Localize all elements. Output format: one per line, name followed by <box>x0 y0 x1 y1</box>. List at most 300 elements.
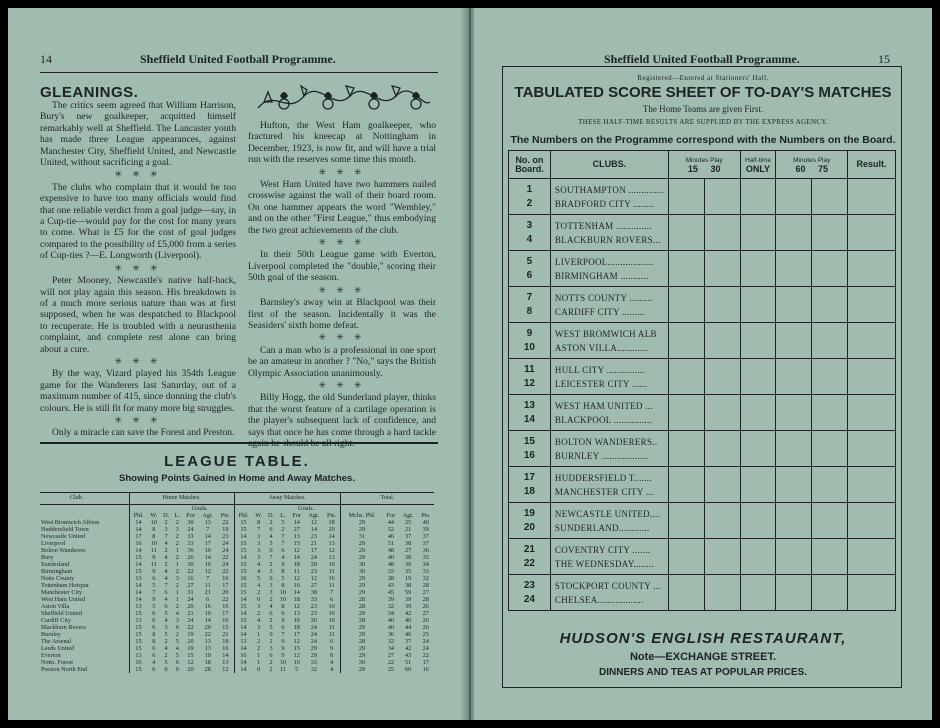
score-cell <box>776 503 812 539</box>
no-on-board-header: No. on Board. <box>509 151 551 179</box>
stat-cell: 16 <box>222 617 229 624</box>
stat-cell: 6 <box>330 596 334 603</box>
stat-cell: 18 <box>328 519 335 526</box>
paragraph: Can a man who is a professional in one sport be an amateur in another ? "No," says the British Olympic Association unanimously. <box>248 344 436 379</box>
league-row <box>40 526 434 533</box>
stat-cell: 30 <box>340 659 383 666</box>
stat-cell: 1 <box>257 659 261 666</box>
stat-cell: 3 <box>257 533 261 540</box>
league-row <box>40 540 434 547</box>
stat-cell: 15 <box>234 582 252 589</box>
minutes-play-label: Minutes Play <box>793 156 831 164</box>
stat-cell: 11 <box>328 568 335 575</box>
stat-cell: 29 <box>340 526 383 533</box>
stat-cell: 27 <box>422 589 429 596</box>
stat-cell: 19 <box>222 526 229 533</box>
stat-cell: 7 <box>152 589 156 596</box>
result-cell <box>848 503 896 539</box>
league-table-body <box>40 519 434 673</box>
stat-cell: 5 <box>175 652 179 659</box>
column-header: D. <box>268 512 275 519</box>
away-team: MANCHESTER CITY ... <box>554 486 654 497</box>
stat-cell: 33 <box>310 659 317 666</box>
stat-cell: 2 <box>175 631 179 638</box>
stat-cell: 7 <box>164 533 168 540</box>
result-cell <box>848 215 896 251</box>
stat-cell: 22 <box>222 519 229 526</box>
stat-cell: 16 <box>222 575 229 582</box>
stat-cell: 29 <box>340 575 383 582</box>
stat-cell: 7 <box>206 526 210 533</box>
numbers-note: The Numbers on the Programme correspond with the Numbers on the Board. <box>510 134 896 146</box>
stat-cell: 22 <box>187 624 194 631</box>
stat-cell: 16 <box>293 617 300 624</box>
league-table-title: LEAGUE TABLE. <box>164 453 310 470</box>
board-numbers <box>509 287 551 323</box>
score-cell <box>740 215 776 251</box>
stat-cell: 2 <box>257 638 261 645</box>
stat-cell: 29 <box>340 589 383 596</box>
column-header: D. <box>163 512 170 519</box>
score-cell <box>812 431 848 467</box>
column-header: For <box>186 512 195 519</box>
stat-cell: 27 <box>422 610 429 617</box>
stat-cell: 14 <box>129 589 147 596</box>
stat-cell: 2 <box>175 582 179 589</box>
stat-cell: 16 <box>234 575 252 582</box>
board-number: 14 <box>523 413 535 425</box>
stat-cell: 32 <box>422 575 429 582</box>
match-clubs <box>550 503 668 539</box>
match-row <box>509 359 896 395</box>
stat-cell: 6 <box>152 610 156 617</box>
league-row <box>40 603 434 610</box>
stat-cell: 6 <box>206 596 210 603</box>
stat-cell: 26 <box>422 617 429 624</box>
board-number: 21 <box>523 543 535 555</box>
stat-cell: 24 <box>310 631 317 638</box>
stat-cell: 35 <box>405 568 412 575</box>
stat-cell: 7 <box>269 554 273 561</box>
stat-cell: 11 <box>328 582 335 589</box>
match-clubs <box>550 251 668 287</box>
stat-cell: 15 <box>234 617 252 624</box>
column-header: Pld. <box>129 512 147 519</box>
score-cell <box>704 395 740 431</box>
column-header: Mchs. Pld. <box>340 512 383 519</box>
stat-cell: 1 <box>175 547 179 554</box>
stat-cell: 4 <box>330 666 334 673</box>
score-cell <box>812 575 848 611</box>
paragraph: Peter Mooney, Newcastle's native half-back, will not play again this season. His breakdown is of a much more serious nature than was at first supposed, when he was despatched to Blackpool to recuperate. He is troubled with a neurasthenia complaint, and complete rest alone can bring about a cure. <box>40 275 236 355</box>
league-row <box>40 638 434 645</box>
league-row <box>40 631 434 638</box>
stat-cell: 38 <box>405 540 412 547</box>
head-rule <box>40 72 438 73</box>
stat-cell: 15 <box>129 610 147 617</box>
stat-cell: 30 <box>340 561 383 568</box>
match-clubs <box>550 287 668 323</box>
stat-cell: 33 <box>310 596 317 603</box>
stat-cell: 22 <box>387 659 394 666</box>
restaurant-tagline: DINNERS AND TEAS AT POPULAR PRICES. <box>599 667 807 678</box>
restaurant-advert: HUDSON'S ENGLISH RESTAURANT, <box>559 630 847 647</box>
stat-cell: 7 <box>206 575 210 582</box>
match-row <box>509 467 896 503</box>
column-header: Agt. <box>308 512 320 519</box>
stat-cell: 3 <box>257 603 261 610</box>
stat-cell: 30 <box>340 568 383 575</box>
stat-cell: 12 <box>293 638 300 645</box>
score-cell <box>668 215 704 251</box>
stat-cell: 6 <box>164 589 168 596</box>
score-cell <box>776 179 812 215</box>
stat-cell: 5 <box>152 603 156 610</box>
match-row <box>509 539 896 575</box>
column-header: For <box>386 512 396 519</box>
home-team: HULL CITY ............... <box>554 364 645 375</box>
stat-cell: 34 <box>387 645 394 652</box>
board-numbers <box>509 323 551 359</box>
stat-cell: 3 <box>164 526 168 533</box>
result-cell <box>848 287 896 323</box>
board-number: 13 <box>523 399 535 411</box>
stat-cell: 11 <box>328 624 335 631</box>
stat-cell: 10 <box>328 561 335 568</box>
stat-cell: 15 <box>129 666 147 673</box>
stat-cell: 24 <box>422 638 429 645</box>
match-row <box>509 323 896 359</box>
stat-cell: 22 <box>222 568 229 575</box>
stat-cell: 14 <box>293 554 300 561</box>
match-row <box>509 251 896 287</box>
stat-cell: 10 <box>293 659 300 666</box>
stat-cell: 15 <box>222 624 229 631</box>
club-name: West Ham United <box>41 596 86 603</box>
stat-cell: 37 <box>405 638 412 645</box>
stat-cell: 20 <box>187 603 194 610</box>
away-team: ASTON VILLA............ <box>554 342 648 353</box>
stat-cell: 27 <box>387 652 394 659</box>
stat-cell: 2 <box>175 519 179 526</box>
stat-cell: 16 <box>129 659 147 666</box>
stat-cell: 29 <box>340 519 383 526</box>
stat-cell: 18 <box>204 659 211 666</box>
stat-cell: 29 <box>340 547 383 554</box>
column-header: Pts. <box>220 512 230 519</box>
board-numbers <box>509 575 551 611</box>
stat-cell: 8 <box>152 631 156 638</box>
stat-cell: 2 <box>175 554 179 561</box>
stat-cell: 37 <box>405 533 412 540</box>
stat-cell: 14 <box>234 631 252 638</box>
club-name: Newcastle United <box>41 533 86 540</box>
score-cell <box>812 539 848 575</box>
stat-cell: 44 <box>387 519 394 526</box>
league-row <box>40 589 434 596</box>
stat-cell: 12 <box>328 547 335 554</box>
board-number: 1 <box>526 183 533 195</box>
stat-cell: 8 <box>281 603 285 610</box>
stat-cell: 1 <box>175 596 179 603</box>
stat-cell: 16 <box>222 603 229 610</box>
club-name: Notts County <box>41 575 75 582</box>
stat-cell: 29 <box>340 652 383 659</box>
board-number: 9 <box>526 327 533 339</box>
score-cell <box>668 251 704 287</box>
stat-cell: 12 <box>293 547 300 554</box>
stat-cell: 60 <box>405 666 412 673</box>
stat-cell: 3 <box>257 624 261 631</box>
stat-cell: 24 <box>222 540 229 547</box>
board-numbers <box>509 179 551 215</box>
stat-cell: 14 <box>310 526 317 533</box>
club-name: Preston North End <box>41 666 88 673</box>
stat-cell: 13 <box>293 533 300 540</box>
match-clubs <box>550 539 668 575</box>
match-row <box>509 431 896 467</box>
stat-cell: 34 <box>422 561 429 568</box>
stat-cell: 1 <box>175 589 179 596</box>
stat-cell: 3 <box>269 568 273 575</box>
away-team: CARDIFF CITY ......... <box>554 306 645 317</box>
stat-cell: 13 <box>328 540 335 547</box>
score-cell <box>776 395 812 431</box>
stat-cell: 11 <box>328 631 335 638</box>
stat-cell: 28 <box>340 596 383 603</box>
stat-cell: 16 <box>129 540 147 547</box>
board-number: 10 <box>523 341 535 353</box>
stat-cell: 9 <box>152 568 156 575</box>
match-row <box>509 575 896 611</box>
stat-cell: 15 <box>234 561 252 568</box>
stat-cell: 36 <box>187 547 194 554</box>
stat-cell: 29 <box>340 666 383 673</box>
away-matches-header: Away Matches. <box>234 493 340 505</box>
league-row <box>40 561 434 568</box>
stat-cell: 16 <box>204 603 211 610</box>
stat-cell: 2 <box>257 610 261 617</box>
club-name: Birmingham <box>41 568 73 575</box>
league-row <box>40 575 434 582</box>
stat-cell: 7 <box>257 526 261 533</box>
score-cell <box>776 575 812 611</box>
stat-cell: 33 <box>422 568 429 575</box>
stat-cell: 5 <box>175 638 179 645</box>
match-clubs <box>550 575 668 611</box>
stat-cell: 11 <box>204 582 211 589</box>
stat-cell: 16 <box>422 666 429 673</box>
minutes-15-30-header <box>668 151 740 179</box>
home-teams-note: The Home Teams are given First. <box>642 104 764 114</box>
star-divider: ✳ ✳ ✳ <box>318 284 366 295</box>
stat-cell: 23 <box>310 533 317 540</box>
stat-cell: 29 <box>310 652 317 659</box>
stat-cell: 14 <box>234 624 252 631</box>
score-sheet-table <box>508 150 896 611</box>
score-cell <box>704 359 740 395</box>
star-divider: ✳ ✳ ✳ <box>318 332 366 343</box>
stat-cell: 6 <box>175 624 179 631</box>
stat-cell: 10 <box>150 519 157 526</box>
stat-cell: 2 <box>281 526 285 533</box>
stat-cell: 9 <box>281 652 285 659</box>
league-row <box>40 533 434 540</box>
stat-cell: 13 <box>328 554 335 561</box>
stat-cell: 11 <box>279 666 286 673</box>
stat-cell: 16 <box>328 575 335 582</box>
stat-cell: 10 <box>328 617 335 624</box>
total-header: Total. <box>340 493 434 505</box>
stat-cell: 3 <box>257 547 261 554</box>
stat-cell: 43 <box>387 582 394 589</box>
stat-cell: 13 <box>234 638 252 645</box>
stat-cell: 4 <box>175 610 179 617</box>
column-header: Pts. <box>421 512 431 519</box>
score-cell <box>812 467 848 503</box>
stat-cell: 4 <box>164 596 168 603</box>
score-cell <box>776 215 812 251</box>
league-table-subtitle: Showing Points Gained in Home and Away Matches. <box>119 473 355 484</box>
stat-cell: 14 <box>222 652 229 659</box>
stat-cell: 3 <box>164 624 168 631</box>
result-cell <box>848 179 896 215</box>
stat-cell: 29 <box>340 624 383 631</box>
stat-cell: 5 <box>164 631 168 638</box>
club-name: Sunderland <box>41 561 70 568</box>
stat-cell: 22 <box>187 568 194 575</box>
paragraph: Only a miracle can save the Forest and Preston. <box>52 427 235 439</box>
stat-cell: 38 <box>310 589 317 596</box>
stat-cell: 6 <box>152 575 156 582</box>
stat-cell: 6 <box>281 610 285 617</box>
stat-cell: 48 <box>387 547 394 554</box>
score-cell <box>740 503 776 539</box>
stat-cell: 14 <box>129 561 147 568</box>
board-numbers <box>509 251 551 287</box>
stat-cell: 26 <box>422 624 429 631</box>
league-row <box>40 554 434 561</box>
board-number: 8 <box>526 305 533 317</box>
stat-cell: 2 <box>269 638 273 645</box>
stat-cell: 51 <box>405 659 412 666</box>
goals-header-row <box>40 505 434 513</box>
stat-cell: 3 <box>269 582 273 589</box>
club-name: Notts. Forest <box>41 659 73 666</box>
stat-cell: 19 <box>204 610 211 617</box>
stat-cell: 15 <box>234 519 252 526</box>
score-cell <box>668 395 704 431</box>
stat-cell: 29 <box>340 631 383 638</box>
club-name: Tottenham Hotspur <box>41 582 89 589</box>
star-divider: ✳ ✳ ✳ <box>114 355 162 366</box>
stat-cell: 6 <box>152 645 156 652</box>
goals-label: Goals. <box>298 505 315 512</box>
stat-cell: 6 <box>281 624 285 631</box>
score-cell <box>668 575 704 611</box>
stat-cell: 20 <box>204 624 211 631</box>
result-cell <box>848 323 896 359</box>
stat-cell: 20 <box>187 638 194 645</box>
half-time-note: THESE HALF-TIME RESULTS ARE SUPPLIED BY THE EXPRESS AGENCY. <box>578 118 828 126</box>
gleanings-column-2 <box>248 120 436 450</box>
away-team: LEICESTER CITY ...... <box>554 378 648 389</box>
stat-cell: 1 <box>257 652 261 659</box>
stat-cell: 4 <box>164 554 168 561</box>
away-team: BLACKBURN ROVERS... <box>554 234 661 245</box>
stat-cell: 29 <box>340 540 383 547</box>
score-cell <box>740 395 776 431</box>
home-team: STOCKPORT COUNTY ... <box>554 580 661 591</box>
stat-cell: 24 <box>187 596 194 603</box>
stat-cell: 32 <box>387 603 394 610</box>
stat-cell: 6 <box>330 638 334 645</box>
board-number: 4 <box>526 233 533 245</box>
stat-cell: 18 <box>293 624 300 631</box>
score-cell <box>668 431 704 467</box>
page-number: 14 <box>40 52 52 66</box>
stat-cell: 29 <box>310 561 317 568</box>
stat-cell: 13 <box>129 603 147 610</box>
stat-cell: 24 <box>222 561 229 568</box>
minute-30: 30 <box>710 163 721 174</box>
board-number: 16 <box>523 449 535 461</box>
stat-cell: 43 <box>405 652 412 659</box>
stat-cell: 9 <box>281 561 285 568</box>
match-clubs <box>550 323 668 359</box>
stat-cell: 2 <box>164 638 168 645</box>
score-cell <box>704 575 740 611</box>
stat-cell: 4 <box>164 568 168 575</box>
stat-cell: 2 <box>269 596 273 603</box>
board-number: 5 <box>526 255 533 267</box>
stat-cell: 42 <box>405 645 412 652</box>
stat-cell: 23 <box>310 603 317 610</box>
column-header: Agt. <box>202 512 214 519</box>
stat-cell: 33 <box>187 533 194 540</box>
match-row <box>509 395 896 431</box>
stat-cell: 24 <box>422 645 429 652</box>
stat-cell: 14 <box>293 519 300 526</box>
stat-cell: 21 <box>310 540 317 547</box>
stat-cell: 18 <box>293 596 300 603</box>
stat-cell: 13 <box>293 610 300 617</box>
stat-cell: 6 <box>152 617 156 624</box>
clubs-header: CLUBS. <box>550 151 668 179</box>
stat-cell: 26 <box>310 617 317 624</box>
stat-cell: 15 <box>234 540 252 547</box>
stat-cell: 7 <box>281 631 285 638</box>
stat-cell: 15 <box>129 638 147 645</box>
stat-cell: 59 <box>405 589 412 596</box>
stat-cell: 16 <box>187 575 194 582</box>
column-header: Agt. <box>402 512 414 519</box>
club-name: Huddersfield Town <box>41 526 89 533</box>
stat-cell: 24 <box>310 638 317 645</box>
stat-cell: 3 <box>175 617 179 624</box>
stat-cell: 14 <box>204 533 211 540</box>
score-cell <box>776 287 812 323</box>
stat-cell: 13 <box>204 638 211 645</box>
stat-cell: 39 <box>422 526 429 533</box>
stat-cell: 9 <box>152 596 156 603</box>
gleanings-column-1 <box>40 100 236 440</box>
stat-cell: 5 <box>281 519 285 526</box>
stat-cell: 14 <box>129 526 147 533</box>
stat-cell: 32 <box>387 638 394 645</box>
stat-cell: 6 <box>281 547 285 554</box>
stat-cell: 6 <box>152 652 156 659</box>
